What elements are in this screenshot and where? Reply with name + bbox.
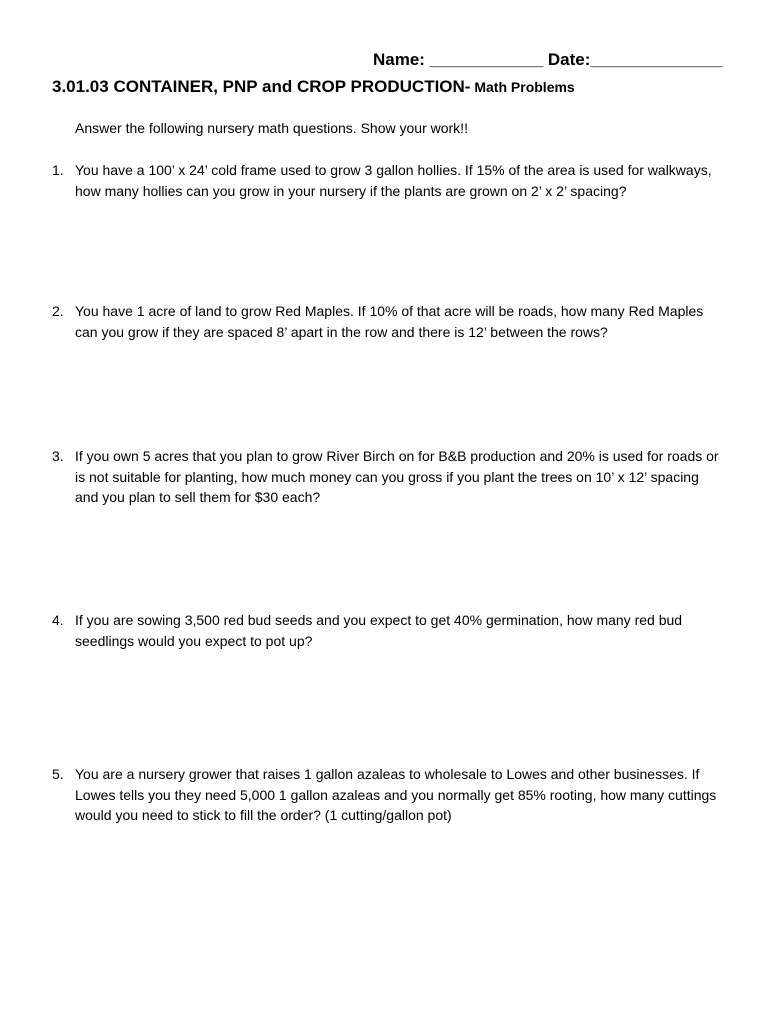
question-item bbox=[52, 764, 722, 826]
question-number: 5. bbox=[52, 766, 64, 782]
page-title bbox=[52, 77, 575, 97]
question-item bbox=[52, 301, 722, 342]
title-subtitle: Math Problems bbox=[470, 79, 575, 95]
question-number: 4. bbox=[52, 612, 64, 628]
question-text: You have 1 acre of land to grow Red Maples. If 10% of that acre will be roads, how many Red Maples can you grow if they are spaced 8’ apart in the row and there is 12’ between the rows? bbox=[75, 303, 704, 340]
question-text: You are a nursery grower that raises 1 gallon azaleas to wholesale to Lowes and other businesses. If Lowes tells you they need 5,000 1 gallon azaleas and you normally get 85% rooting, how many cuttings would you need to stick to fill the order? (1 cutting/gallon pot) bbox=[75, 766, 717, 823]
question-text: If you own 5 acres that you plan to grow River Birch on for B&B production and 20% is used for roads or is not suitable for planting, how much money can you gross if you plant the trees on 10’ x 12’ spacing and you plan to sell them for $30 each? bbox=[75, 448, 719, 505]
question-item bbox=[52, 610, 722, 651]
question-item bbox=[52, 160, 722, 201]
question-text: You have a 100’ x 24’ cold frame used to grow 3 gallon hollies. If 15% of the area is used for walkways, how many hollies can you grow in your nursery if the plants are grown on 2’ x 2’ spacing? bbox=[75, 162, 712, 199]
question-number: 2. bbox=[52, 303, 64, 319]
name-date-line: Name: ____________ Date:______________ bbox=[373, 50, 723, 69]
instructions-text: Answer the following nursery math questions. Show your work!! bbox=[75, 120, 468, 136]
question-number: 3. bbox=[52, 448, 64, 464]
question-text: If you are sowing 3,500 red bud seeds and you expect to get 40% germination, how many red bud seedlings would you expect to pot up? bbox=[75, 612, 683, 649]
question-item bbox=[52, 446, 722, 508]
question-number: 1. bbox=[52, 162, 64, 178]
title-main: 3.01.03 CONTAINER, PNP and CROP PRODUCTION- bbox=[52, 77, 471, 96]
